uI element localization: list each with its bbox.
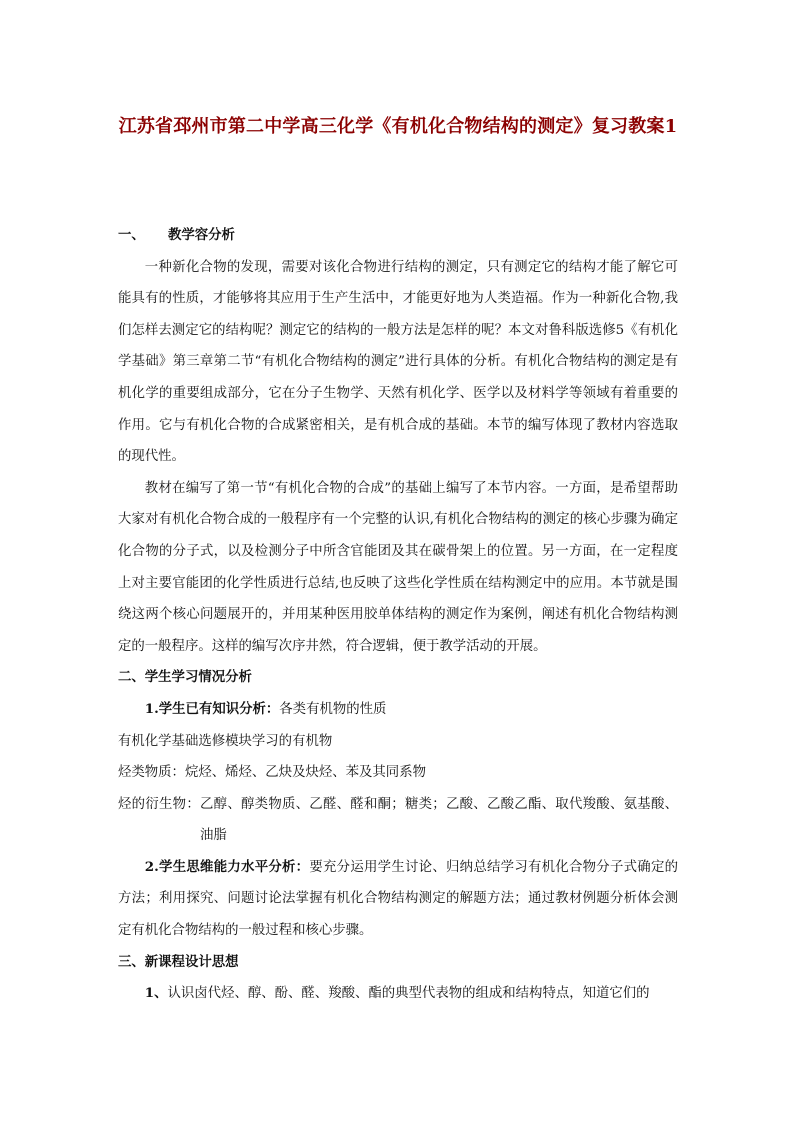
text-line: 有机化学基础选修模块学习的有机物 <box>118 733 333 749</box>
text-line-derivatives: 烃的衍生物：乙醇、醇类物质、乙醛、醛和酮；糖类；乙酸、乙酸乙酯、取代羧酸、氨基酸、油脂 <box>118 796 678 844</box>
item-design-1 <box>118 978 678 1010</box>
paragraph-textbook-arrangement: 教材在编写了第一节“有机化合物的合成”的基础上编写了本节内容。一方面，是希望帮助大家对有机化合物合成的一般程序有一个完整的认识,有机化合物结构的测定的核心步骤为确定化合物的分子式，以及检测分子中所含官能团及其在碳骨架上的位置。另一方面，在一定程度上对主要官能团的化学性质进行总结,也反映了这些化学性质在结构测定中的应用。本节就是围绕这两个核心问题展开的，并用某种医用胶单体结构的测定作为案例，阐述有机化合物结构测定的一般程序。这样的编写次序井然，符合逻辑，便于教学活动的开展。 <box>118 480 678 654</box>
document-body <box>118 220 678 1010</box>
item-prior-knowledge <box>118 694 678 726</box>
item-text: 各类有机物的性质 <box>279 701 387 717</box>
document-title: 江苏省邳州市第二中学高三化学《有机化合物结构的测定》复习教案1 <box>118 116 678 137</box>
item-text: 认识卤代烃、醇、酚、醛、羧酸、酯的典型代表物的组成和结构特点，知道它们的 <box>167 986 650 1002</box>
item-lead: 1、 <box>144 985 168 1002</box>
section-title-1: 教学容分析 <box>168 227 235 243</box>
paragraph-content-analysis: 一种新化合物的发现，需要对该化合物进行结构的测定，只有测定它的结构才能了解它可能具有的性质，才能够将其应用于生产生活中，才能更好地为人类造福。作为一种新化合物,我们怎样去测定它的结构呢？测定它的结构的一般方法是怎样的呢？本文对鲁科版选修5《有机化学基础》第三章第二节“有机化合物结构的测定”进行具体的分析。有机化合物结构的测定是有机化学的重要组成部分，它在分子生物学、天然有机化学、医学以及材料学等领域有着重要的作用。它与有机化合物的合成紧密相关，是有机合成的基础。本节的编写体现了教材内容选取的现代性。 <box>118 259 678 465</box>
item-thinking-ability <box>118 852 678 947</box>
text-line: 烃类物质：烷烃、烯烃、乙炔及炔烃、苯及其同系物 <box>118 765 426 781</box>
item-text: 要充分运用学生讨论、归纳总结学习有机化合物分子式确定的方法；利用探究、问题讨论法掌握有机化合物结构测定的解题方法；通过教材例题分析体会测定有机化合物结构的一般过程和核心步骤。 <box>118 859 679 939</box>
section-heading-2: 二、学生学习情况分析 <box>118 669 252 686</box>
item-lead: 2.学生思维能力水平分析： <box>144 858 310 875</box>
item-lead: 1.学生已有知识分析： <box>144 700 280 717</box>
section-heading-3: 三、新课程设计思想 <box>118 953 239 970</box>
section-heading-1 <box>118 220 678 252</box>
section-number-1: 一、 <box>118 227 145 243</box>
